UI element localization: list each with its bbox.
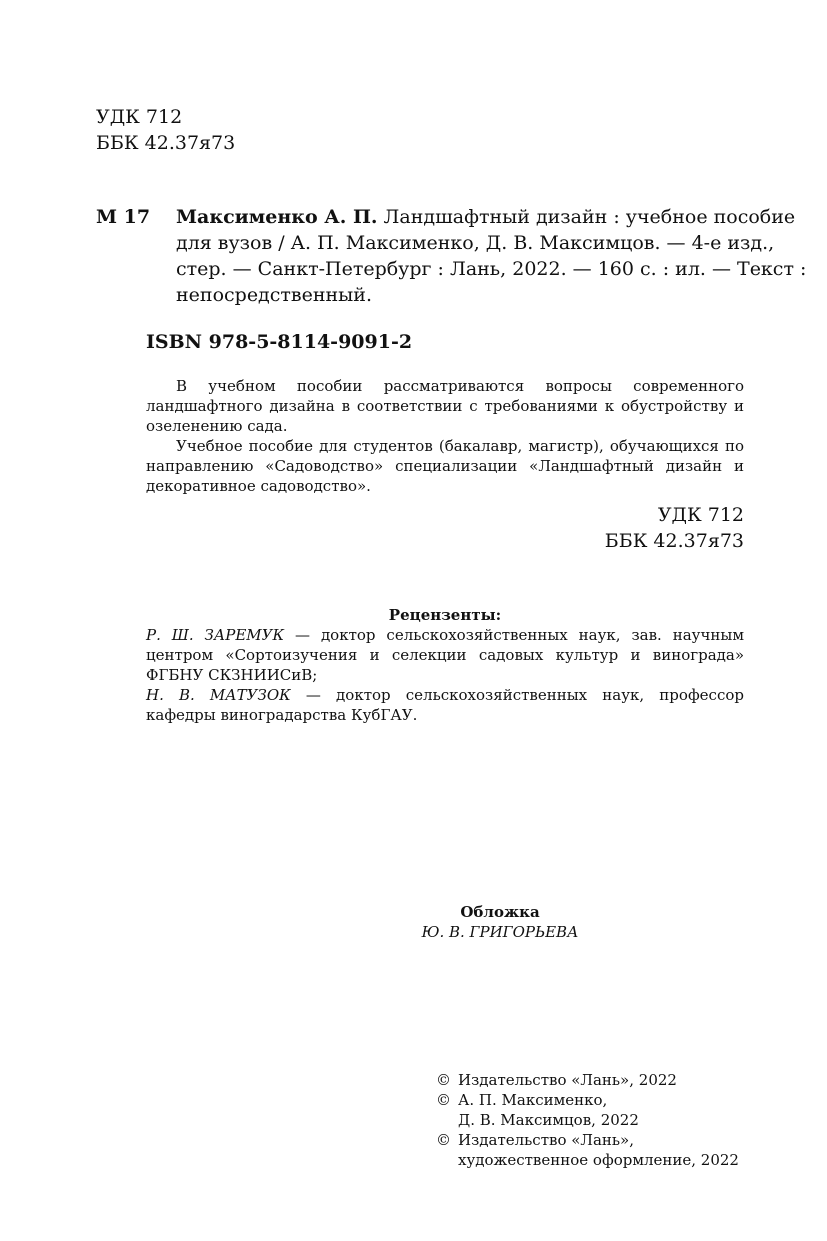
- author-name: Максименко А. П.: [176, 206, 378, 228]
- udk-code: УДК 712: [96, 106, 183, 128]
- reviewers-heading: Рецензенты:: [388, 606, 502, 624]
- abstract: [146, 376, 744, 496]
- reviewer-entry: [146, 685, 744, 725]
- copyright-text: А. П. Максименко,: [458, 1091, 608, 1109]
- bbk-code: ББК 42.37я73: [96, 132, 236, 154]
- udk-code: УДК 712: [657, 504, 744, 526]
- bbk-code: ББК 42.37я73: [604, 530, 744, 552]
- copyright-icon: ©: [436, 1071, 451, 1089]
- reviewer-name: Н. В. МАТУЗОК: [146, 686, 291, 704]
- copyright-line: [436, 1150, 739, 1170]
- copyright-line: [436, 1110, 739, 1130]
- bib-line-2: для вузов / А. П. Максименко, Д. В. Максимцов. — 4-е изд.,: [176, 232, 775, 254]
- reviewer-desc: — доктор сельскохозяйственных наук, зав. научным центром «Сортоизучения и селекции садовых культур и винограда» ФГБНУ СКЗНИИСиВ;: [146, 626, 744, 684]
- author-mark: М 17: [96, 206, 151, 228]
- copyright-text: Издательство «Лань», 2022: [458, 1071, 677, 1089]
- copyright-line: [436, 1130, 739, 1150]
- bibliographic-record: [176, 204, 807, 308]
- copyright-icon: ©: [436, 1091, 451, 1109]
- reviewer-entry: [146, 625, 744, 685]
- copyright-line: [436, 1090, 739, 1110]
- copyright-text: Д. В. Максимцов, 2022: [458, 1111, 639, 1129]
- abstract-paragraph: Учебное пособие для студентов (бакалавр, магистр), обучающихся по направлению «Садоводство» специализации «Ландшафтный дизайн и декоративное садоводство».: [146, 437, 744, 495]
- title-line: Ландшафтный дизайн : учебное пособие: [377, 206, 796, 228]
- cover-heading: Обложка: [460, 903, 540, 921]
- cover-credit: [380, 902, 620, 942]
- reviewer-desc: — доктор сельскохозяйственных наук, профессор кафедры виноградарства КубГАУ.: [146, 686, 744, 724]
- reviewers-list: [146, 625, 744, 725]
- bib-line-4: непосредственный.: [176, 284, 373, 306]
- cover-designer: Ю. В. ГРИГОРЬЕВА: [421, 923, 579, 941]
- copyright-block: [436, 1070, 739, 1170]
- copyright-line: [436, 1070, 739, 1090]
- isbn: ISBN 978-5-8114-9091-2: [146, 331, 413, 353]
- bib-line-3: стер. — Санкт-Петербург : Лань, 2022. — 160 с. : ил. — Текст :: [176, 258, 807, 280]
- udk-bbk-header: [96, 104, 235, 156]
- copyright-text: Издательство «Лань»,: [458, 1131, 635, 1149]
- reviewer-name: Р. Ш. ЗАРЕМУК: [146, 626, 285, 644]
- abstract-paragraph: В учебном пособии рассматриваются вопросы современного ландшафтного дизайна в соответствии с требованиями к обустройству и озеленению сада.: [146, 377, 744, 435]
- copyright-icon: ©: [436, 1131, 451, 1149]
- udk-bbk-footer: [605, 502, 744, 554]
- copyright-text: художественное оформление, 2022: [458, 1151, 739, 1169]
